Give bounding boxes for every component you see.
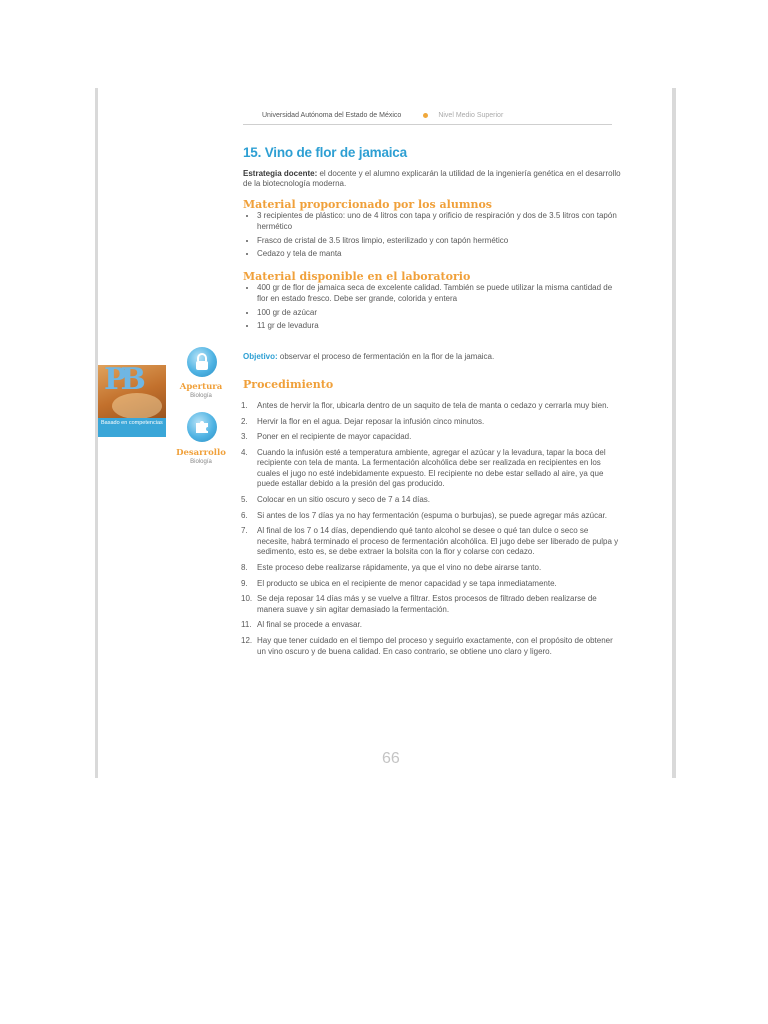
badge-logo: PB xyxy=(104,365,140,397)
procedure-step: 3. Poner en el recipiente de mayor capacidad. xyxy=(241,432,412,442)
stage-apertura-sub: Biología xyxy=(190,393,212,399)
procedure-step: 12. Hay que tener cuidado en el tiempo del proceso y seguirlo exactamente, con el propósito de obtener un vino oscuro y de buena calidad. En caso contrario, se obtiene uno claro y ligero. xyxy=(241,636,613,656)
list-item: • Cedazo y tela de manta xyxy=(257,249,621,260)
procedure-step: 7. Al final de los 7 o 14 días, dependiendo qué tanto alcohol se desee o qué tan dulce o seco se necesite, habrá terminado el proceso de fermentación alcohólica. El jugo debe ser liberado de pulpa y sedimento, esto es, se debe extraer la bolsita con la flor y colarse con cedazo. xyxy=(241,526,619,557)
materials-lab-heading: Material disponible en el laboratorio xyxy=(243,269,471,283)
puzzle-icon xyxy=(187,412,217,442)
page-number: 66 xyxy=(382,750,400,767)
procedure-step: 8. Este proceso debe realizarse rápidamente, ya que el vino no debe airarse tanto. xyxy=(241,563,542,573)
strategy-text: el docente y el alumno explicarán la utilidad de la ingeniería genética en el desarrollo de la biotecnología moderna. xyxy=(243,168,621,189)
header-dot xyxy=(423,113,428,118)
badge-image xyxy=(98,365,166,418)
list-item: • Frasco de cristal de 3.5 litros limpio, esterilizado y con tapón hermético xyxy=(257,236,621,247)
procedure-step: 1. Antes de hervir la flor, ubicarla dentro de un saquito de tela de manta o cedazo y cerrarla muy bien. xyxy=(241,400,609,410)
procedure-step: 6. Si antes de los 7 días ya no hay fermentación (espuma o burbujas), se puede agregar más azúcar. xyxy=(241,510,607,520)
procedure-step: 9. El producto se ubica en el recipiente de menor capacidad y se tapa inmediatamente. xyxy=(241,578,557,588)
header-institution: Universidad Autónoma del Estado de México xyxy=(262,112,402,119)
materials-students-list xyxy=(243,211,621,259)
objective-paragraph xyxy=(243,352,621,363)
objective-label: Objetivo: xyxy=(243,351,278,361)
materials-lab-list xyxy=(243,283,621,331)
strategy-label: Estrategia docente: xyxy=(243,168,318,178)
lock-icon xyxy=(187,347,217,377)
stage-desarrollo-sub: Biología xyxy=(190,459,212,465)
procedure-step: 10. Se deja reposar 14 días más y se vuelve a filtrar. Estos procesos de filtrado deben realizarse de manera suave y sin agitar demasiado la fermentación. xyxy=(241,594,597,614)
stage-apertura-label: Apertura xyxy=(179,382,223,392)
materials-students-heading: Material proporcionado por los alumnos xyxy=(243,197,492,211)
list-item: • 11 gr de levadura xyxy=(257,321,621,332)
badge-caption: Basado en competencias xyxy=(98,418,166,437)
main-content xyxy=(241,145,621,662)
page-title: 15. Vino de flor de jamaica xyxy=(243,145,407,160)
procedure-list xyxy=(243,401,621,657)
competencias-badge xyxy=(98,365,166,437)
objective-text: observar el proceso de fermentación en la flor de la jamaica. xyxy=(277,351,495,361)
strategy-paragraph xyxy=(243,169,621,190)
page-header xyxy=(262,112,612,119)
page-border-right xyxy=(672,88,676,778)
procedure-heading: Procedimiento xyxy=(243,378,334,392)
procedure-step: 4. Cuando la infusión esté a temperatura ambiente, agregar el azúcar y la levadura, tapar la boca del recipiente con tela de manta. La fermentación alcohólica debe ser realizada en recipientes en los cuales el jugo no esté indebidamente expuesto. El recipiente no debe estar sellado al aire, ya que puede estallar debido a la presión del gas producido. xyxy=(241,447,606,489)
list-item: • 400 gr de flor de jamaica seca de excelente calidad. También se puede utilizar la misma cantidad de flor en estado fresco. Debe ser grande, colorida y entera xyxy=(257,283,621,304)
list-item: • 3 recipientes de plástico: uno de 4 litros con tapa y orificio de respiración y dos de 3.5 litros con tapón hermético xyxy=(257,211,621,232)
header-level: Nivel Medio Superior xyxy=(438,112,504,119)
stage-desarrollo-label: Desarrollo xyxy=(176,448,226,458)
procedure-step: 2. Hervir la flor en el agua. Dejar reposar la infusión cinco minutos. xyxy=(241,416,485,426)
header-rule xyxy=(243,124,612,125)
procedure-step: 11. Al final se procede a envasar. xyxy=(241,620,362,630)
procedure-step: 5. Colocar en un sitio oscuro y seco de 7 a 14 días. xyxy=(241,495,430,505)
list-item: • 100 gr de azúcar xyxy=(257,308,621,319)
